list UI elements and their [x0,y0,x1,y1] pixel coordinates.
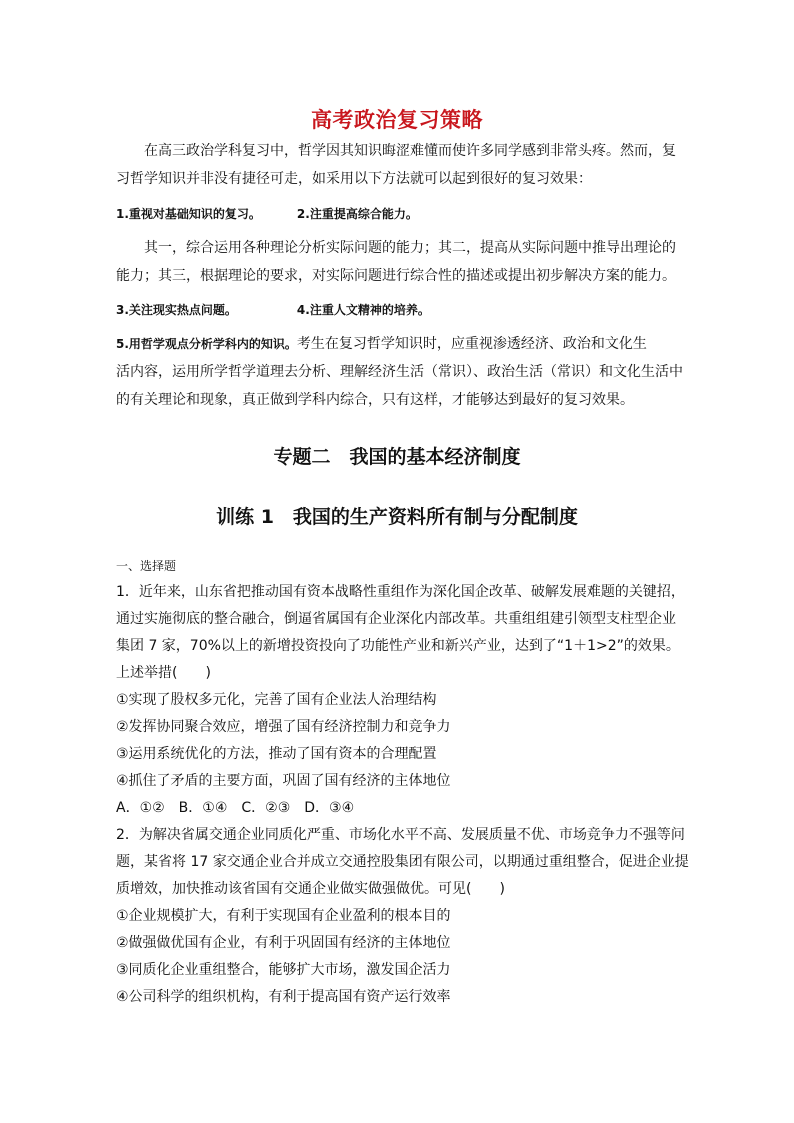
point-5-line-3: 的有关理论和现象，真正做到学科内综合，只有这样，才能够达到最好的复习效果。 [116,392,634,408]
point-2: 2.注重提高综合能力。 [296,207,418,221]
intro-line-2: 习哲学知识并非没有捷径可走，如采用以下方法就可以起到很好的复习效果： [116,171,592,187]
question-1-option-1: ①实现了股权多元化，完善了国有企业法人治理结构 [116,692,437,708]
intro-line-1: 在高三政治学科复习中，哲学因其知识晦涩难懂而使许多同学感到非常头疼。然而，复 [144,143,676,159]
ability-line-2: 能力；其三，根据理论的要求，对实际问题进行综合性的描述或提出初步解决方案的能力。 [116,268,676,284]
point-4: 4.注重人文精神的培养。 [296,303,430,317]
point-5-line-2: 活内容，运用所学哲学道理去分析、理解经济生活（常识）、政治生活（常识）和文化生活中 [116,364,683,380]
question-2-option-2: ②做强做优国有企业，有利于巩固国有经济的主体地位 [116,935,451,951]
question-2-option-4: ④公司科学的组织机构，有利于提高国有资产运行效率 [116,989,451,1005]
ability-line-1: 其一，综合运用各种理论分析实际问题的能力；其二，提高从实际问题中推导出理论的 [144,240,676,256]
question-1-line-3: 集团 7 家，70%以上的新增投资投向了功能性产业和新兴产业，达到了“1＋1>2”的效果。 [116,638,680,654]
point-5-line-1 [116,330,686,358]
section-label: 一、选择题 [116,559,177,573]
question-1-option-3: ③运用系统优化的方法，推动了国有资本的合理配置 [116,746,437,762]
strategy-title: 高考政治复习策略 [311,108,483,132]
question-1-line-4: 上述举措( ) [116,665,211,681]
question-2-option-1: ①企业规模扩大，有利于实现国有企业盈利的根本目的 [116,908,451,924]
question-1-line-2: 通过实施彻底的整合融合，倒逼省属国有企业深化内部改革。共重组组建引领型支柱型企业 [116,611,676,627]
point-5-heading: 5.用哲学观点分析学科内的知识。 [116,337,297,351]
question-1-line-1: 1．近年来，山东省把推动国有资本战略性重组作为深化国企改革、破解发展难题的关键招， [116,584,685,600]
point-1: 1.重视对基础知识的复习。 [116,207,261,221]
question-2-line-3: 质增效，加快推动该省国有交通企业做实做强做优。可见( ) [116,881,505,897]
training-title: 训练 1 我国的生产资料所有制与分配制度 [216,506,578,528]
question-1-answers: A．①② B．①④ C．②③ D．③④ [116,800,355,816]
point-5-text: 考生在复习哲学知识时，应重视渗透经济、政治和文化生 [296,336,647,352]
strategy-points-row-2 [116,296,686,324]
topic-title: 专题二 我国的基本经济制度 [273,446,521,468]
point-3: 3.关注现实热点问题。 [116,303,237,317]
question-1-option-4: ④抓住了矛盾的主要方面，巩固了国有经济的主体地位 [116,773,451,789]
question-1-option-2: ②发挥协同聚合效应，增强了国有经济控制力和竞争力 [116,719,451,735]
question-2-line-2: 题，某省将 17 家交通企业合并成立交通控股集团有限公司，以期通过重组整合，促进企业提 [116,854,689,870]
question-2-line-1: 2．为解决省属交通企业同质化严重、市场化水平不高、发展质量不优、市场竞争力不强等问 [116,827,685,843]
strategy-points-row-1 [116,200,686,228]
question-2-option-3: ③同质化企业重组整合，能够扩大市场，激发国企活力 [116,962,451,978]
